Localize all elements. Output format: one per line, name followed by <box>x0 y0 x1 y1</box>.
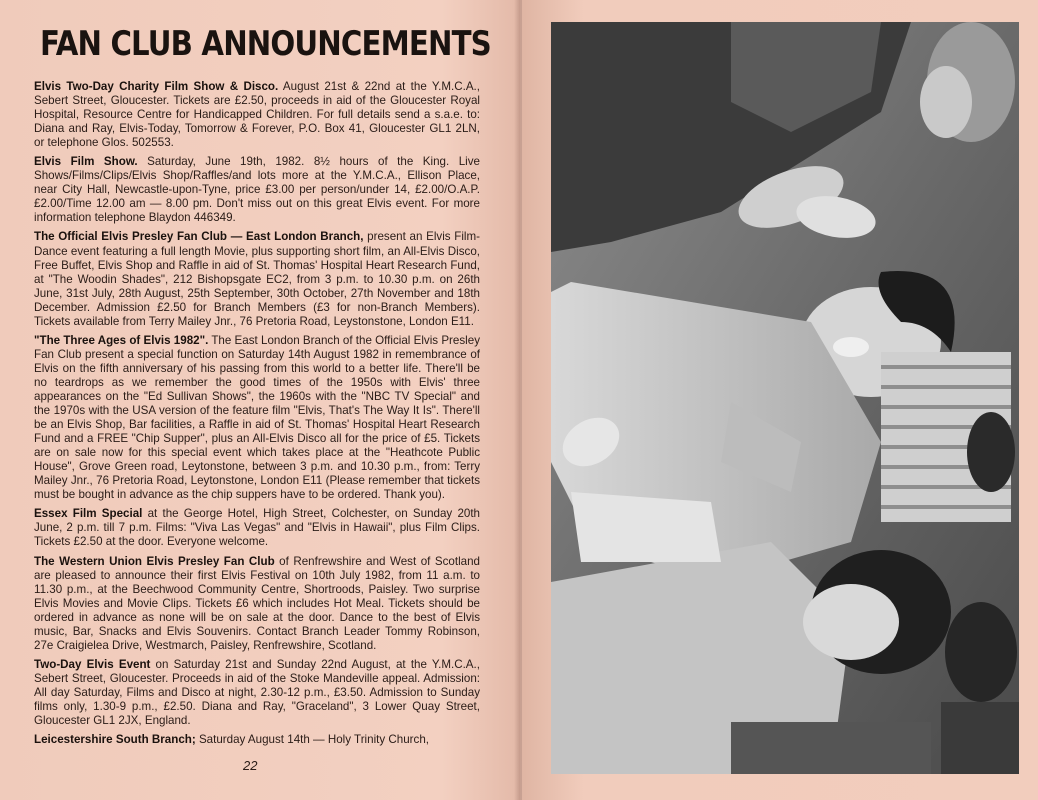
announcement-body: Saturday August 14th — Holy Trinity Church, <box>195 733 429 747</box>
announcement-heading: Two-Day Elvis Event <box>34 657 151 671</box>
announcement-body: Saturday, June 19th, 1982. 8½ hours of the King. Live Shows/Films/Clips/Elvis Shop/Raffles/and lots more at the Y.M.C.A., Ellison Place, near City Hall, Newcastle-upon-Tyne, price £3.00 per person/under 14, £2.00/O.A.P. £2.00/Time 12.00 am — 8.00 pm. Don't miss out on this great Elvis event. For more information telephone Blaydon 446349. <box>34 155 480 225</box>
announcement-body: on Saturday 21st and Sunday 22nd August, at the Y.M.C.A., Sebert Street, Gloucester. Proceeds in aid of the Stoke Mandeville appeal. Admission: All day Saturday, Films and Disco at night, 2.30-12 p.m., £3.50. Admission to Sunday films only, 1.30-9 p.m., £2.50. Diana and Ray, "Graceland", 3 Lower Quay Street, Gloucester GL1 2JX, England. <box>34 657 480 728</box>
announcement-heading: The Official Elvis Presley Fan Club — East London Branch, <box>34 230 364 244</box>
announcement <box>34 733 480 747</box>
photo-illustration <box>551 22 1019 774</box>
announcement <box>34 555 480 653</box>
announcement-heading: The Western Union Elvis Presley Fan Club <box>34 554 275 568</box>
announcement-body: at the George Hotel, High Street, Colchester, on Sunday 20th June, 2 p.m. till 7 p.m. Films: "Viva Las Vegas" and "Elvis in Hawaii", plus Film Clips. Tickets £2.50 at the door. Everyone welcome. <box>34 507 481 549</box>
announcement-heading: Essex Film Special <box>34 507 143 521</box>
announcement-heading: Elvis Two-Day Charity Film Show & Disco. <box>34 80 279 93</box>
announcement <box>34 507 480 549</box>
announcement-body: The East London Branch of the Official Elvis Presley Fan Club present a special function on Saturday 14th August 1982 in remembrance of Elvis on the fifth anniversary of his passing from this world to a better life. There'll be no teardrops as we remember the good times of the 1950s with Elvis' three appearances on the "Ed Sullivan Shows", the 1960s with the "NBC TV Special" and the 1970s with the USA version of the feature film "Elvis, That's The Way It Is". There'll be an Elvis Shop, Bar facilities, a Raffle in aid of St. Thomas' Hospital Heart Research Fund and a FREE "Chip Supper", plus an All-Elvis Disco all for the price of £5. Tickets are on sale now for this special event which takes place at the "Heathcote Public House", Grove Green road, Leytonstone, between 3 p.m. and 10.30 p.m., from: Terry Mailey Jnr., 76 Pretoria Road, Leytonstone, London E11 (Please remember that tickets must be bought in advance as the chip suppers have to be ordered. Thank you). <box>34 333 480 502</box>
announcement <box>34 80 480 150</box>
announcement-heading: "The Three Ages of Elvis 1982". <box>34 333 209 347</box>
page-number: 22 <box>243 758 258 773</box>
announcement-body: present an Elvis Film-Dance event featuring a full length Movie, plus supporting short film, an All-Elvis Disco, Free Buffet, Elvis Shop and Raffle in aid of St. Thomas' Hospital Heart Research Fund, at "The Woodin Shades", 212 Bishopsgate EC2, from 3 p.m. to 10.30 p.m. on 26th June, 31st July, 28th August, 25th September, 30th October, 27th November and 18th December. Admission £2.50 for Branch Members (£3 for non-Branch Members). Tickets available from Terry Mailey Jnr., 76 Pretoria Road, Leystonstone, London E11. <box>34 230 481 328</box>
announcement <box>34 334 480 503</box>
announcement <box>34 658 480 728</box>
announcement-body: of Renfrewshire and West of Scotland are pleased to announce their first Elvis Festival on 10th July 1982, from 11 a.m. to 11.30 p.m., at the Beechwood Community Centre, Shortroods, Paisley. Two surprise Elvis Movies and Movie Clips. Tickets £6 which includes Hot Meal. Tickets should be ordered in advance as none will be on sale at the door. Dance to the best of Elvis music, Bar, Snacks and Elvis Souvenirs. Contact Branch Leader Tommy Robinson, 27e Craigielea Drive, Westmarch, Paisley, Renfrewshire, Scotland. <box>34 554 480 652</box>
announcements-column <box>34 80 480 752</box>
announcement <box>34 230 480 328</box>
announcement-heading: Elvis Film Show. <box>34 155 138 169</box>
announcement <box>34 155 480 225</box>
announcement-body: August 21st & 22nd at the Y.M.C.A., Sebert Street, Gloucester. Tickets are £2.50, proceeds in aid of the Gloucester Royal Hospital, Resource Centre for Handicapped Children. For full details send a s.a.e. to: Diana and Ray, Elvis-Today, Tomorrow & Forever, P.O. Box 41, Gloucester GL1 2LN, or telephone Glos. 502553. <box>34 80 480 150</box>
announcement-heading: Leicestershire South Branch; <box>34 733 196 747</box>
page-title: FAN CLUB ANNOUNCEMENTS <box>40 24 491 64</box>
elvis-group-photo <box>551 22 1019 774</box>
